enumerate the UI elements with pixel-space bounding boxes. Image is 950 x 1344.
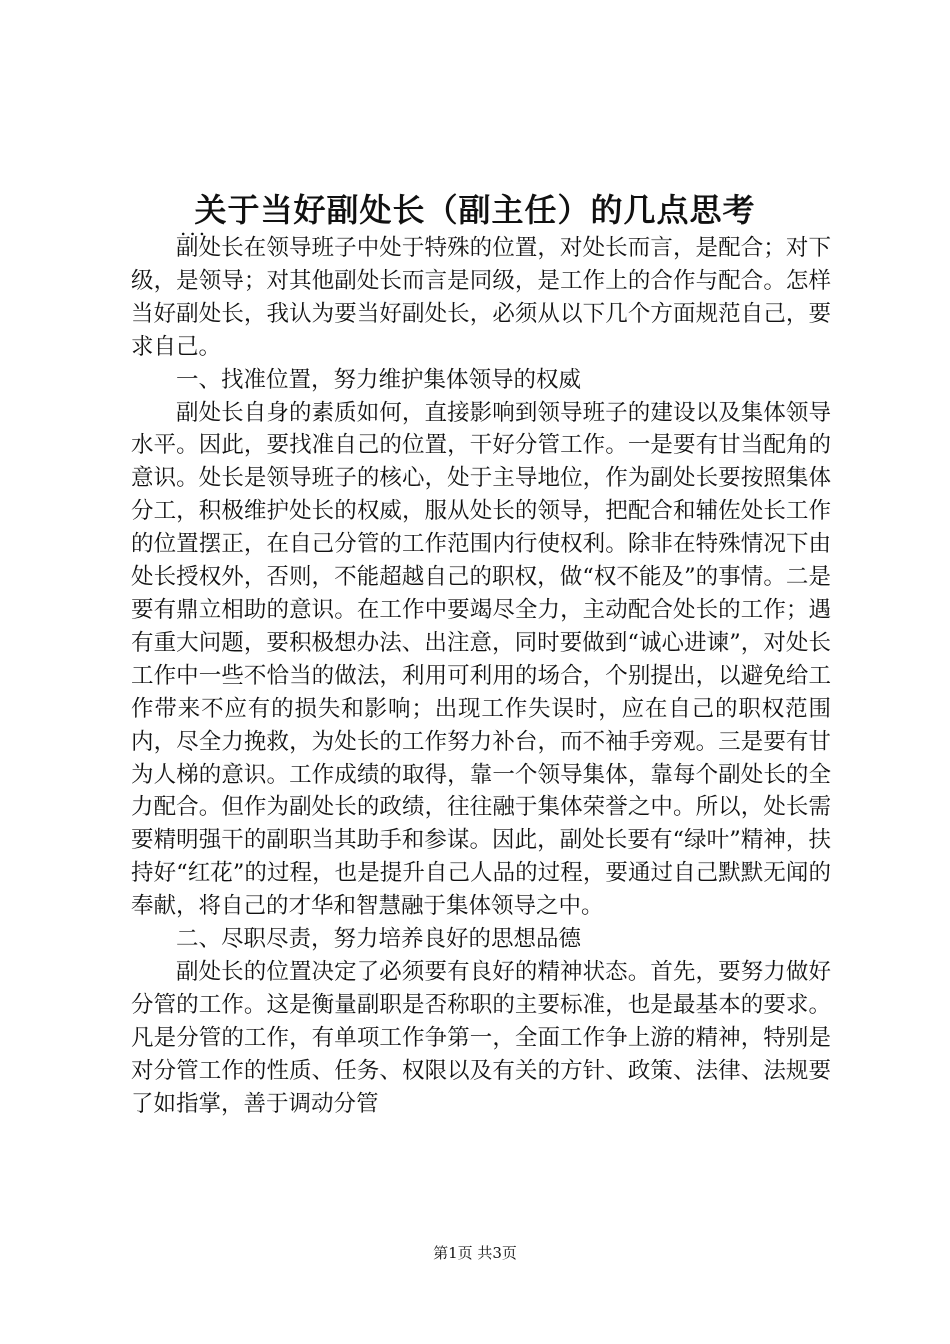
paragraph-intro: 副处长在领导班子中处于特殊的位置，对处长而言，是配合；对下级，是领导；对其他副处长而言是同级，是工作上的合作与配合。怎样当好副处长，我认为要当好副处长，必须从以下几个方面规范自己，要求自己。 [131, 235, 831, 360]
document-body [131, 232, 831, 1120]
section-heading-2: 二、尽职尽责，努力培养良好的思想品德 [176, 926, 582, 953]
paragraph-section-1: 副处长自身的素质如何，直接影响到领导班子的建设以及集体领导水平。因此，要找准自己的位置，干好分管工作。一是要有甘当配角的意识。处长是领导班子的核心，处于主导地位，作为副处长要按照集体分工，积极维护处长的权威，服从处长的领导，把配合和辅佐处长工作的位置摆正，在自己分管的工作范围内行使权利。除非在特殊情况下由处长授权外，否则，不能超越自己的职权，做“权不能及”的事情。二是要有鼎立相助的意识。在工作中要竭尽全力，主动配合处长的工作；遇有重大问题，要积极想办法、出注意，同时要做到“诚心进谏”，对处长工作中一些不恰当的做法，利用可利用的场合，个别提出，以避免给工作带来不应有的损失和影响；出现工作失误时，应在自己的职权范围内，尽全力挽救，为处长的工作努力补台，而不袖手旁观。三是要有甘为人梯的意识。工作成绩的取得，靠一个领导集体，靠每个副处长的全力配合。但作为副处长的政绩，往往融于集体荣誉之中。所以，处长需要精明强干的副职当其助手和参谋。因此，副处长要有“绿叶”精神，扶持好“红花”的过程，也是提升自己人品的过程，要通过自己默默无闻的奉献，将自己的才华和智慧融于集体领导之中。 [131, 399, 831, 920]
ellipsis-marker: ... [180, 216, 209, 240]
section-heading-1: 一、找准位置，努力维护集体领导的权威 [176, 366, 582, 393]
paragraph-section-2: 副处长的位置决定了必须要有良好的精神状态。首先，要努力做好分管的工作。这是衡量副职是否称职的主要标准，也是最基本的要求。凡是分管的工作，有单项工作争第一，全面工作争上游的精神，特别是对分管工作的性质、任务、权限以及有关的方针、政策、法律、法规要了如指掌，善于调动分管 [131, 958, 831, 1117]
page-footer: 第1页 共3页 [433, 1244, 517, 1262]
document-title: 关于当好副处长（副主任）的几点思考 [194, 191, 756, 229]
